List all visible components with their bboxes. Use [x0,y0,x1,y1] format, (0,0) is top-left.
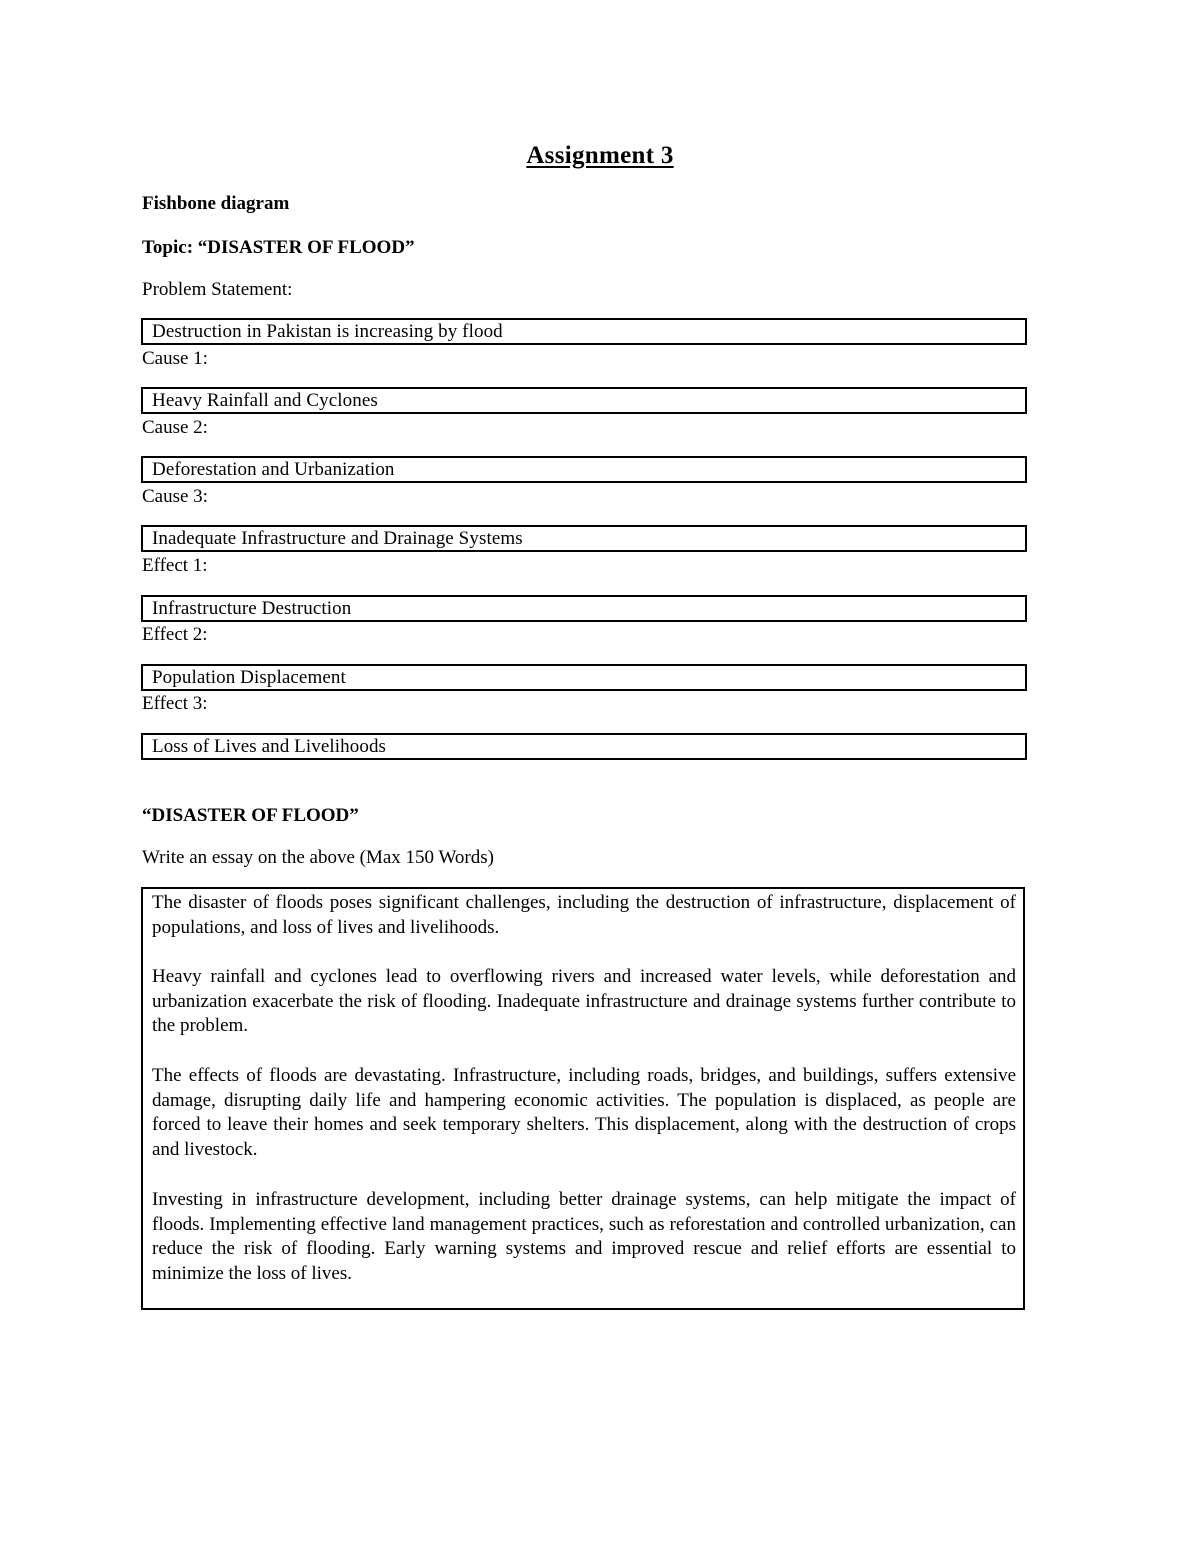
essay-answer-box [141,887,1025,1310]
cause-3-field [141,525,1027,552]
cause-2-text: Deforestation and Urbanization [152,459,395,480]
essay-prompt: Write an essay on the above (Max 150 Words) [142,847,494,868]
effect-3-field [141,733,1027,760]
cause-1-text: Heavy Rainfall and Cyclones [152,390,378,411]
essay-paragraph-2: Heavy rainfall and cyclones lead to overflowing rivers and increased water levels, while deforestation and urbanization exacerbate the risk of flooding. Inadequate infrastructure and drainage systems further contribute to the problem. [152,966,1016,1037]
cause-2-field [141,456,1027,483]
effect-2-field [141,664,1027,691]
problem-statement-field [141,318,1027,345]
effect-3-text: Loss of Lives and Livelihoods [152,736,387,757]
effect-1-label: Effect 1: [142,555,208,576]
effect-1-text: Infrastructure Destruction [152,598,352,619]
cause-2-label: Cause 2: [142,417,208,438]
effect-3-label: Effect 3: [142,693,208,714]
effect-1-field [141,595,1027,622]
essay-paragraph-1: The disaster of floods poses significant challenges, including the destruction of infrastructure, displacement of populations, and loss of lives and livelihoods. [152,892,1016,938]
cause-1-label: Cause 1: [142,348,208,369]
essay-paragraph-3: The effects of floods are devastating. Infrastructure, including roads, bridges, and buildings, suffers extensive damage, disrupting daily life and hampering economic activities. The population is displaced, as people are forced to leave their homes and seek temporary shelters. This displacement, along with the destruction of crops and livestock. [152,1065,1016,1161]
page-title: Assignment 3 [526,142,674,169]
diagram-subtitle: Fishbone diagram [142,193,290,214]
topic-heading: Topic: “DISASTER OF FLOOD” [142,237,415,258]
essay-heading: “DISASTER OF FLOOD” [142,805,359,826]
effect-2-label: Effect 2: [142,624,208,645]
problem-statement-text: Destruction in Pakistan is increasing by flood [152,321,503,342]
effect-2-text: Population Displacement [152,667,346,688]
problem-statement-label: Problem Statement: [142,279,293,300]
cause-3-text: Inadequate Infrastructure and Drainage Systems [152,528,523,549]
cause-1-field [141,387,1027,414]
essay-paragraph-4: Investing in infrastructure development, including better drainage systems, can help mitigate the impact of floods. Implementing effective land management practices, such as reforestation and controlled urbanization, can reduce the risk of flooding. Early warning systems and improved rescue and relief efforts are essential to minimize the loss of lives. [152,1189,1016,1285]
cause-3-label: Cause 3: [142,486,208,507]
